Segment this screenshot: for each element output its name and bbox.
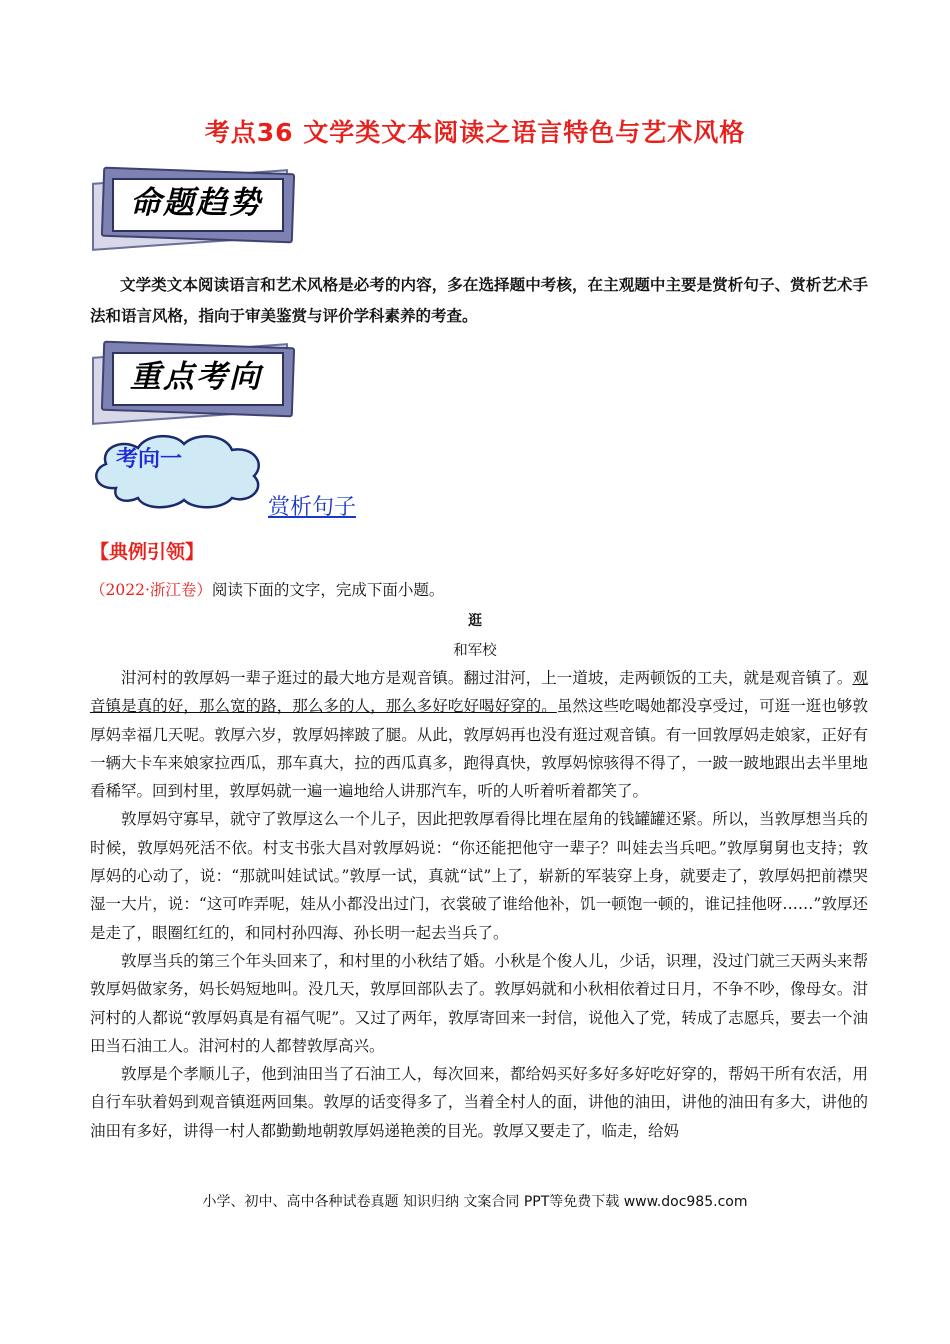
direction-label: 考向一 — [116, 447, 183, 472]
banner-focus — [88, 338, 300, 424]
intro-paragraph: 文学类文本阅读语言和艺术风格是必考的内容，多在选择题中考核，在主观题中主要是赏析句子、赏析艺术手法和语言风格，指向于审美鉴赏与评价学科素养的考查。 — [90, 275, 868, 325]
passage-text: 泔河村的敦厚妈一辈子逛过的最大地方是观音镇。翻过泔河，上一道坡，走两顿饭的工夫，就是观音镇了。 — [121, 669, 853, 687]
source-line — [90, 578, 444, 600]
source-text: 阅读下面的文字，完成下面小题。 — [211, 581, 445, 599]
banner-trend-label: 命题趋势 — [130, 185, 262, 221]
footer-text: 小学、初中、高中各种试卷真题 知识归纳 文案合同 PPT等免费下载 www.doc985.com — [202, 1194, 748, 1210]
passage-title: 逛 — [468, 613, 482, 629]
passage-body — [90, 664, 868, 1145]
source-label: （2022·浙江卷） — [90, 581, 212, 599]
banner-trend — [88, 164, 300, 250]
passage-paragraph: 敦厚妈守寡早，就守了敦厚这么一个儿子，因此把敦厚看得比埋在屋角的钱罐罐还紧。所以，当敦厚想当兵的时候，敦厚妈死活不依。村支书张大昌对敦厚妈说：“你还能把他守一辈子？叫娃去当兵吧。”敦厚舅舅也支持；敦厚妈的心动了，说：“那就叫娃试试。”敦厚一试，真就“试”上了，崭新的军装穿上身，就要走了，敦厚妈把前襟哭湿一大片，说：“这可咋弄呢，娃从小都没出过门，衣裳破了谁给他补，饥一顿饱一顿的，谁记挂他呀……”敦厚还是走了，眼圈红红的，和同村孙四海、孙长明一起去当兵了。 — [90, 810, 868, 942]
example-heading: 【典例引领】 — [90, 541, 205, 563]
passage-author: 和军校 — [453, 643, 497, 659]
passage-paragraph: 敦厚当兵的第三个年头回来了，和村里的小秋结了婚。小秋是个俊人儿，少话，识理，没过门就三天两头来帮敦厚妈做家务，妈长妈短地叫。没几天，敦厚回部队去了。敦厚妈就和小秋相依着过日月，不争不吵，像母女。泔河村的人都说“敦厚妈真是有福气呢”。又过了两年，敦厚寄回来一封信，说他入了党，转成了志愿兵，要去一个油田当石油工人。泔河村的人都替敦厚高兴。 — [90, 951, 868, 1055]
banner-focus-label: 重点考向 — [130, 359, 262, 395]
passage-paragraph — [90, 664, 868, 805]
passage-text: 虽然这些吃喝她都没享受过，可逛一逛也够敦厚妈幸福几天呢。敦厚六岁，敦厚妈摔跛了腿。从此，敦厚妈再也没有逛过观音镇。有一回敦厚妈走娘家，正好有一辆大卡车来娘家拉西瓜，那车真大，拉的西瓜真多，跑得真快，敦厚妈惊骇得不得了，一跛一跛地跟出去半里地看稀罕。回到村里，敦厚妈就一遍一遍地给人讲那汽车，听的人听着听着都笑了。 — [90, 697, 868, 801]
direction-subtitle: 赏析句子 — [268, 495, 357, 520]
passage-paragraph: 敦厚是个孝顺儿子，他到油田当了石油工人，每次回来，都给妈买好多好多好吃好穿的，帮妈干所有农活，用自行车驮着妈到观音镇逛两回集。敦厚的话变得多了，当着全村人的面，讲他的油田，讲他的油田有多大，讲他的油田有多好，讲得一村人都勤勤地朝敦厚妈递艳羡的目光。敦厚又要走了，临走，给妈 — [90, 1065, 868, 1140]
page-title: 考点36 文学类文本阅读之语言特色与艺术风格 — [204, 118, 746, 147]
underlined-sentence: 观音镇是真的好，那么宽的路，那么多的人，那么多好吃好喝好穿的。 — [90, 669, 868, 716]
